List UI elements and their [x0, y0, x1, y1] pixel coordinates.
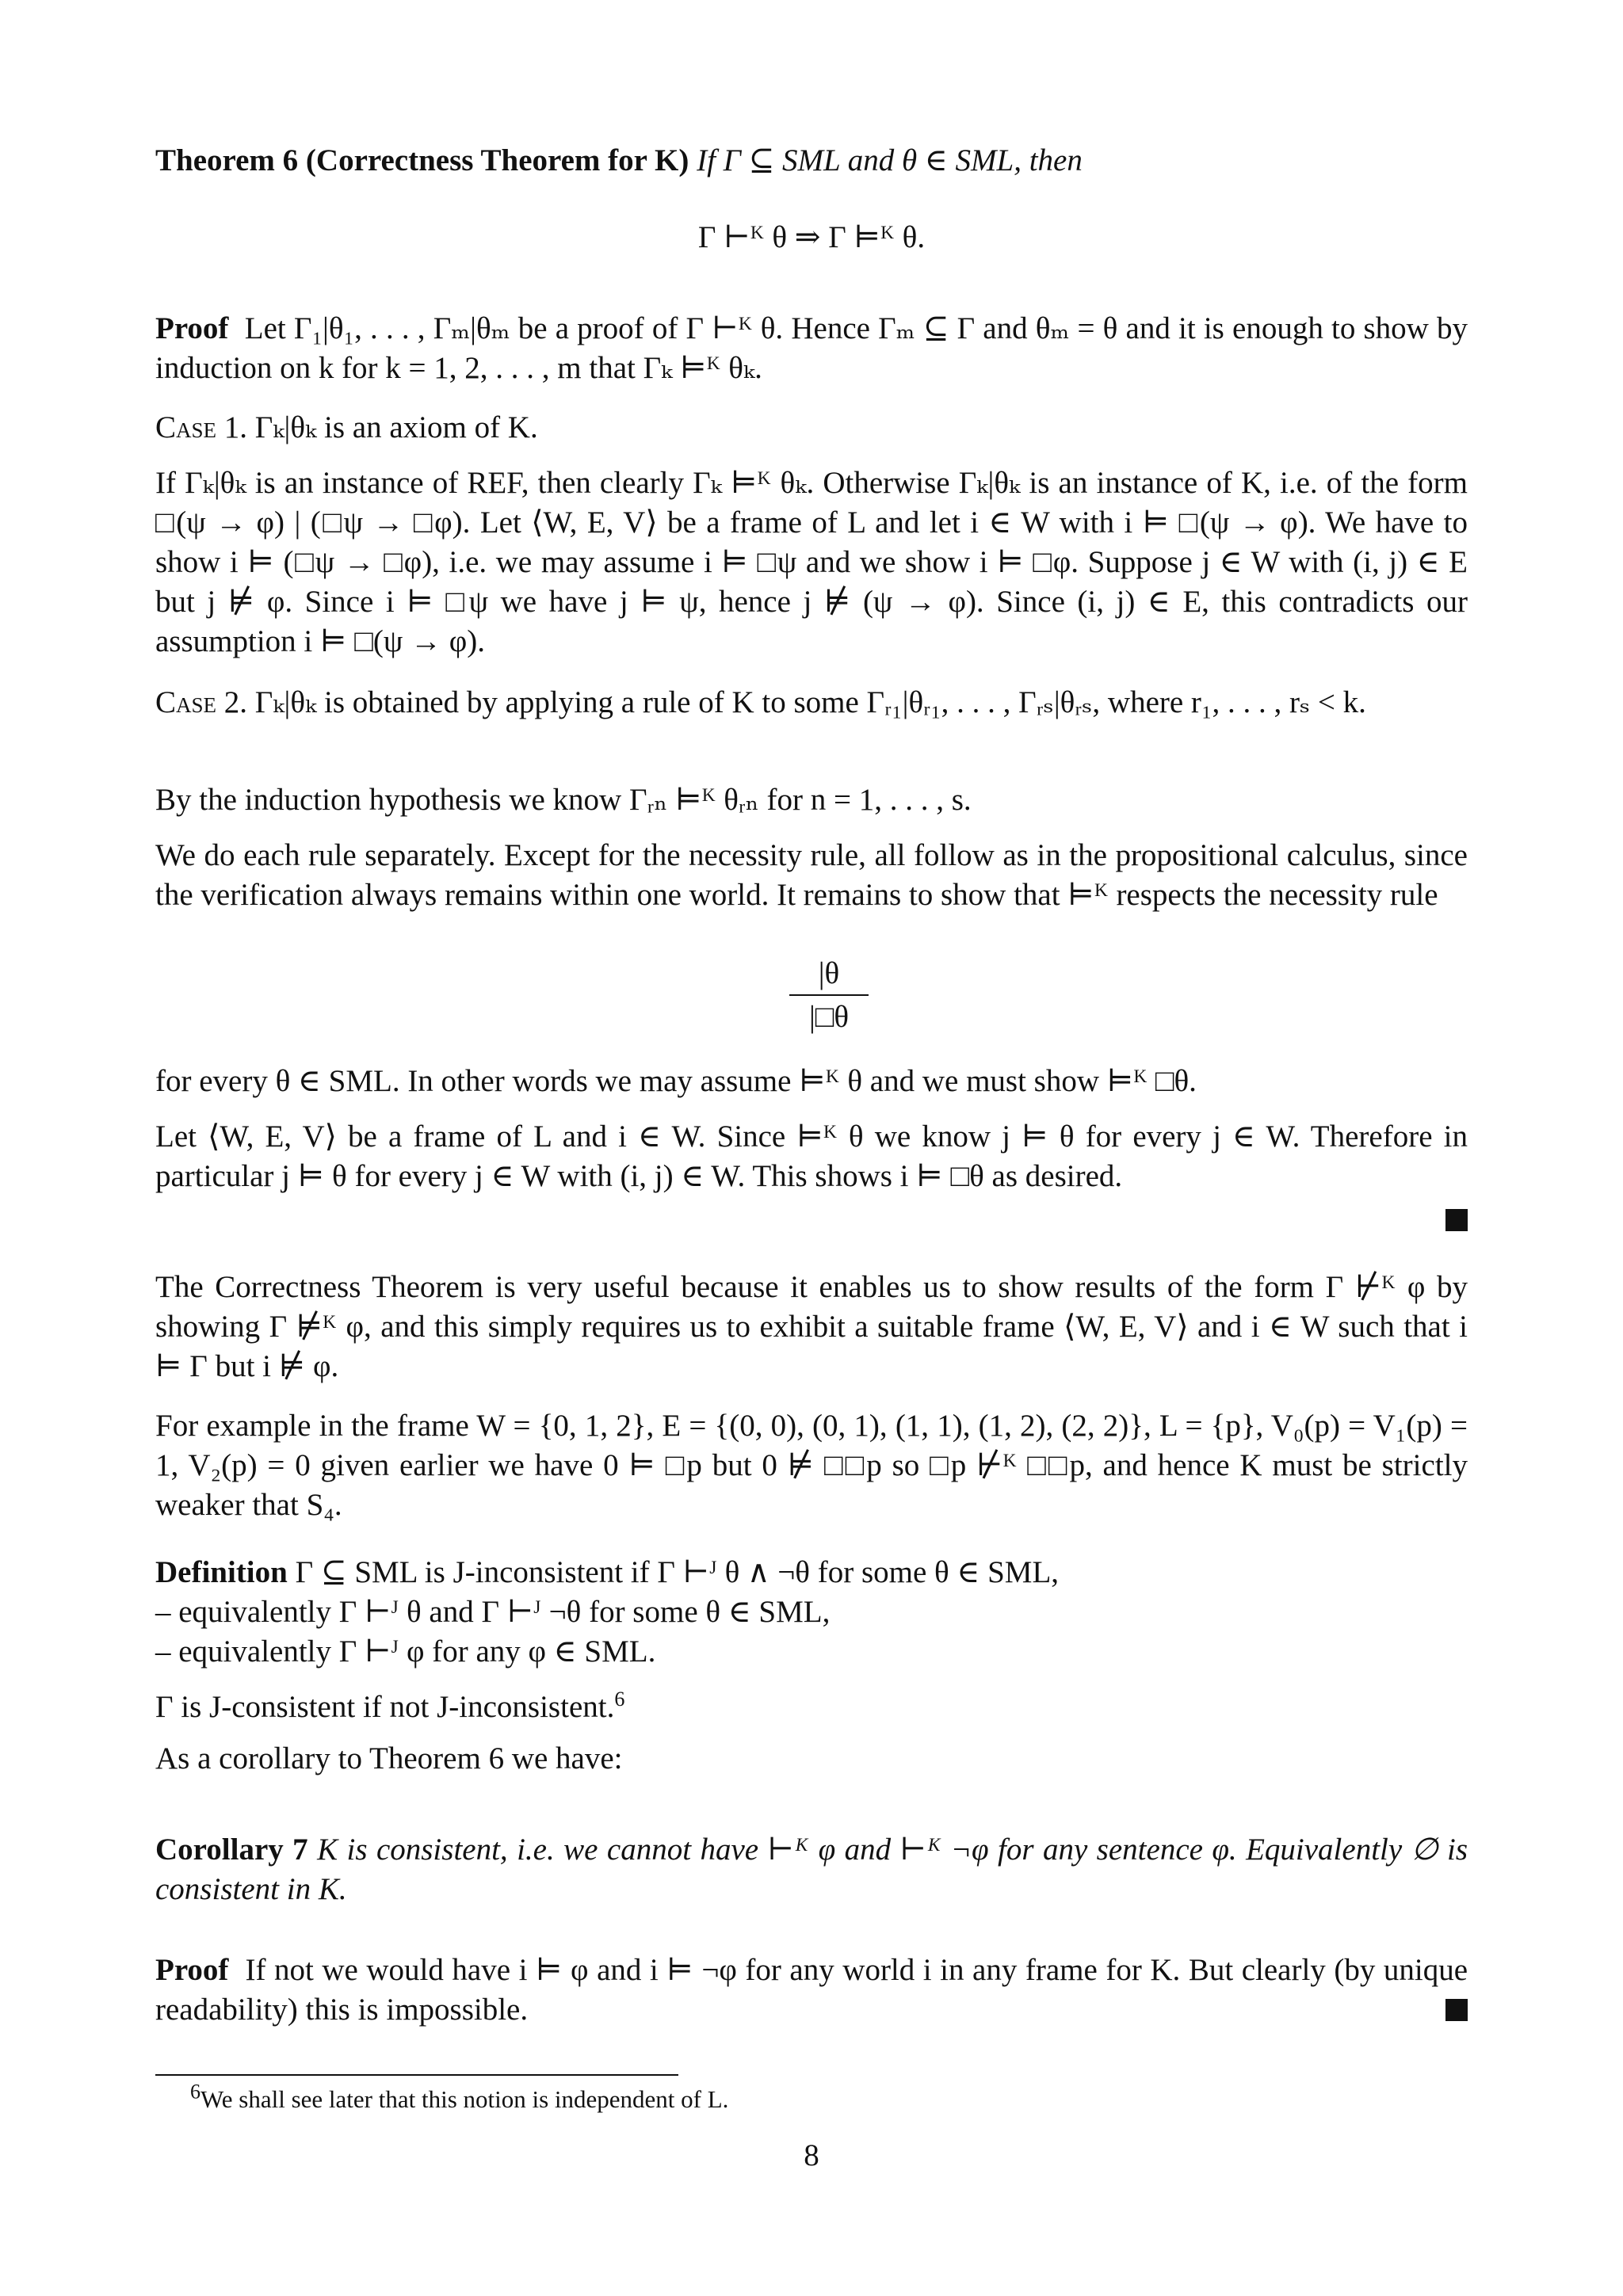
- rules-paragraph: [155, 836, 1468, 915]
- footnote: [190, 2080, 729, 2115]
- rule-bar: [789, 994, 869, 996]
- qed-symbol: [1445, 1209, 1468, 1231]
- theorem-display: [155, 218, 1468, 257]
- case-1-body-text: If Γₖ|θₖ is an instance of REF, then clearly Γₖ ⊨ᴷ θₖ. Otherwise Γₖ|θₖ is an instance of K, i.e. of the form □(ψ → φ) | (□ψ → □φ). Let ⟨W, E, V⟩ be a frame of L and let i ∈ W with i ⊨ □(ψ → φ). We have to show i ⊨ (□ψ → □φ), i.e. we may assume i ⊨ □ψ and we show i ⊨ □φ. Suppose j ∈ W with (i, j) ∈ E but j ⊭ φ. Since i ⊨ □ψ we have j ⊨ ψ, hence j ⊭ (ψ → φ). Since (i, j) ∈ E, this contradicts our assumption i ⊨ □(ψ → φ).: [155, 466, 1468, 658]
- rule-conclusion: |□θ: [808, 1000, 850, 1034]
- induction-text: By the induction hypothesis we know Γᵣₙ ⊨ᴷ θᵣₙ for n = 1, . . . , s.: [155, 783, 972, 817]
- consistent-definition: [155, 1688, 1468, 1727]
- case-1-body: [155, 463, 1468, 662]
- proof-2: [155, 1951, 1468, 2030]
- footnote-text: We shall see later that this notion is independent of L.: [200, 2085, 729, 2113]
- case-2: [155, 683, 1468, 723]
- rule-premise: |θ: [818, 956, 840, 990]
- theorem-formula: Γ ⊢ᴷ θ ⇒ Γ ⊨ᴷ θ.: [697, 220, 926, 254]
- for-every-paragraph: [155, 1062, 1468, 1101]
- qed-symbol-2: [1445, 1999, 1468, 2021]
- case-1: [155, 408, 1468, 448]
- corollary-intro: [155, 1739, 1468, 1779]
- case-1-text: Γₖ|θₖ is an axiom of K.: [254, 410, 538, 444]
- definition-line-3: – equivalently Γ ⊢ᴶ φ for any φ ∈ SML.: [155, 1634, 656, 1669]
- theorem-heading: Theorem 6 (Correctness Theorem for K): [155, 143, 689, 177]
- definition-label: Definition: [155, 1555, 288, 1589]
- discussion-1: [155, 1268, 1468, 1386]
- induction-hypothesis: [155, 780, 1468, 820]
- discussion-2: [155, 1406, 1468, 1525]
- proof-label: Proof: [155, 311, 229, 345]
- page-number: 8: [804, 2138, 819, 2172]
- corollary-heading: Corollary 7: [155, 1833, 308, 1867]
- proof-intro-text: Let Γ₁|θ₁, . . . , Γₘ|θₘ be a proof of Γ ⊢ᴷ θ. Hence Γₘ ⊆ Γ and θₘ = θ and it is enough to show by induction on k for k = 1, 2, . . . , m that Γₖ ⊨ᴷ θₖ.: [155, 311, 1468, 385]
- corollary-7: [155, 1830, 1468, 1909]
- theorem-6: [155, 141, 1468, 181]
- corollary-text: K is consistent, i.e. we cannot have ⊢ᴷ φ and ⊢ᴷ ¬φ for any sentence φ. Equivalently ∅ is consistent in K.: [155, 1833, 1468, 1906]
- proof-2-text: If not we would have i ⊨ φ and i ⊨ ¬φ for any world i in any frame for K. But clearly (by unique readability) this is impossible.: [155, 1953, 1468, 2027]
- proof-intro: [155, 309, 1468, 388]
- case-2-text: Γₖ|θₖ is obtained by applying a rule of K to some Γᵣ₁|θᵣ₁, . . . , Γᵣₛ|θᵣₛ, where r₁, . . . , rₛ < k.: [254, 685, 1366, 719]
- for-every-text: for every θ ∈ SML. In other words we may assume ⊨ᴷ θ and we must show ⊨ᴷ □θ.: [155, 1064, 1197, 1098]
- case-1-label: Case 1.: [155, 410, 248, 444]
- footnote-mark: 6: [614, 1688, 625, 1711]
- theorem-statement: If Γ ⊆ SML and θ ∈ SML, then: [697, 143, 1083, 177]
- definition-line-2: – equivalently Γ ⊢ᴶ θ and Γ ⊢ᴶ ¬θ for some θ ∈ SML,: [155, 1595, 831, 1629]
- discussion-2-text: For example in the frame W = {0, 1, 2}, E = {(0, 0), (0, 1), (1, 1), (1, 2), (2, 2)}, L = {p}, V₀(p) = V₁(p) = 1, V₂(p) = 0 given earlier we have 0 ⊨ □p but 0 ⊭ □□p so □p ⊬ᴷ □□p, and hence K must be strictly weaker that S₄.: [155, 1409, 1468, 1522]
- definition: [155, 1553, 1468, 1672]
- footnote-number: 6: [190, 2080, 200, 2103]
- final-paragraph: [155, 1117, 1468, 1196]
- proof-2-label: Proof: [155, 1953, 229, 1987]
- definition-line-1: Γ ⊆ SML is J-inconsistent if Γ ⊢ᴶ θ ∧ ¬θ for some θ ∈ SML,: [295, 1555, 1060, 1589]
- case-2-label: Case 2.: [155, 685, 248, 719]
- discussion-1-text: The Correctness Theorem is very useful because it enables us to show results of the form Γ ⊬ᴷ φ by showing Γ ⊭ᴷ φ, and this simply requires us to exhibit a suitable frame ⟨W, E, V⟩ and i ∈ W such that i ⊨ Γ but i ⊭ φ.: [155, 1270, 1468, 1383]
- final-text: Let ⟨W, E, V⟩ be a frame of L and i ∈ W. Since ⊨ᴷ θ we know j ⊨ θ for every j ∈ W. Therefore in particular j ⊨ θ for every j ∈ W with (i, j) ∈ W. This shows i ⊨ □θ as desired.: [155, 1119, 1468, 1193]
- necessity-rule: [789, 955, 869, 1035]
- rules-text: We do each rule separately. Except for the necessity rule, all follow as in the propositional calculus, since the verification always remains within one world. It remains to show that ⊨ᴷ respects the necessity rule: [155, 838, 1468, 912]
- footnote-rule: [155, 2074, 678, 2076]
- consistent-text: Γ is J-consistent if not J-inconsistent.: [155, 1690, 615, 1724]
- corollary-intro-text: As a corollary to Theorem 6 we have:: [155, 1741, 623, 1775]
